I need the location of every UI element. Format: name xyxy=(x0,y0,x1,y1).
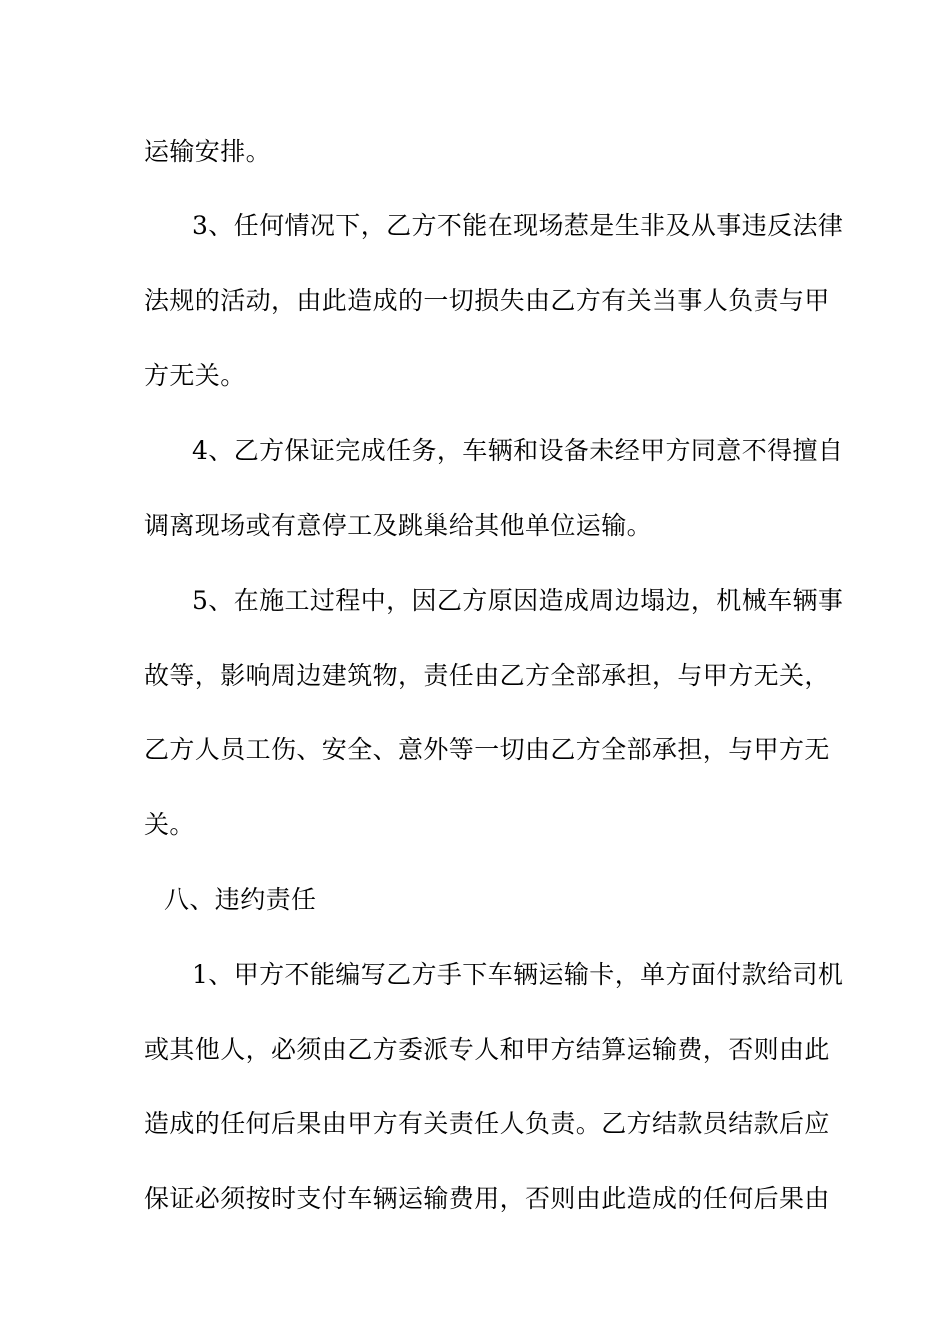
paragraph-line: 5、在施工过程中，因乙方原因造成周边塌边，机械车辆事 xyxy=(192,586,844,615)
paragraph-line: 或其他人，必须由乙方委派专人和甲方结算运输费，否则由此 xyxy=(144,1035,830,1064)
paragraph-line: 3、任何情况下，乙方不能在现场惹是生非及从事违反法律 xyxy=(192,211,844,240)
paragraph-line: 法规的活动，由此造成的一切损失由乙方有关当事人负责与甲 xyxy=(144,286,830,315)
paragraph-line: 调离现场或有意停工及跳巢给其他单位运输。 xyxy=(144,511,653,540)
paragraph-line: 运输安排。 xyxy=(144,137,272,166)
section-heading: 八、违约责任 xyxy=(164,885,317,914)
paragraph-line: 保证必须按时支付车辆运输费用，否则由此造成的任何后果由 xyxy=(144,1184,830,1213)
paragraph-line: 造成的任何后果由甲方有关责任人负责。乙方结款员结款后应 xyxy=(144,1109,830,1138)
paragraph-line: 4、乙方保证完成任务，车辆和设备未经甲方同意不得擅自 xyxy=(192,436,844,465)
paragraph-line: 关。 xyxy=(144,810,195,839)
paragraph-line: 方无关。 xyxy=(144,361,246,390)
paragraph-line: 故等，影响周边建筑物，责任由乙方全部承担，与甲方无关， xyxy=(144,661,830,690)
paragraph-line: 乙方人员工伤、安全、意外等一切由乙方全部承担，与甲方无 xyxy=(144,735,830,764)
paragraph-line: 1、甲方不能编写乙方手下车辆运输卡，单方面付款给司机 xyxy=(192,960,844,989)
